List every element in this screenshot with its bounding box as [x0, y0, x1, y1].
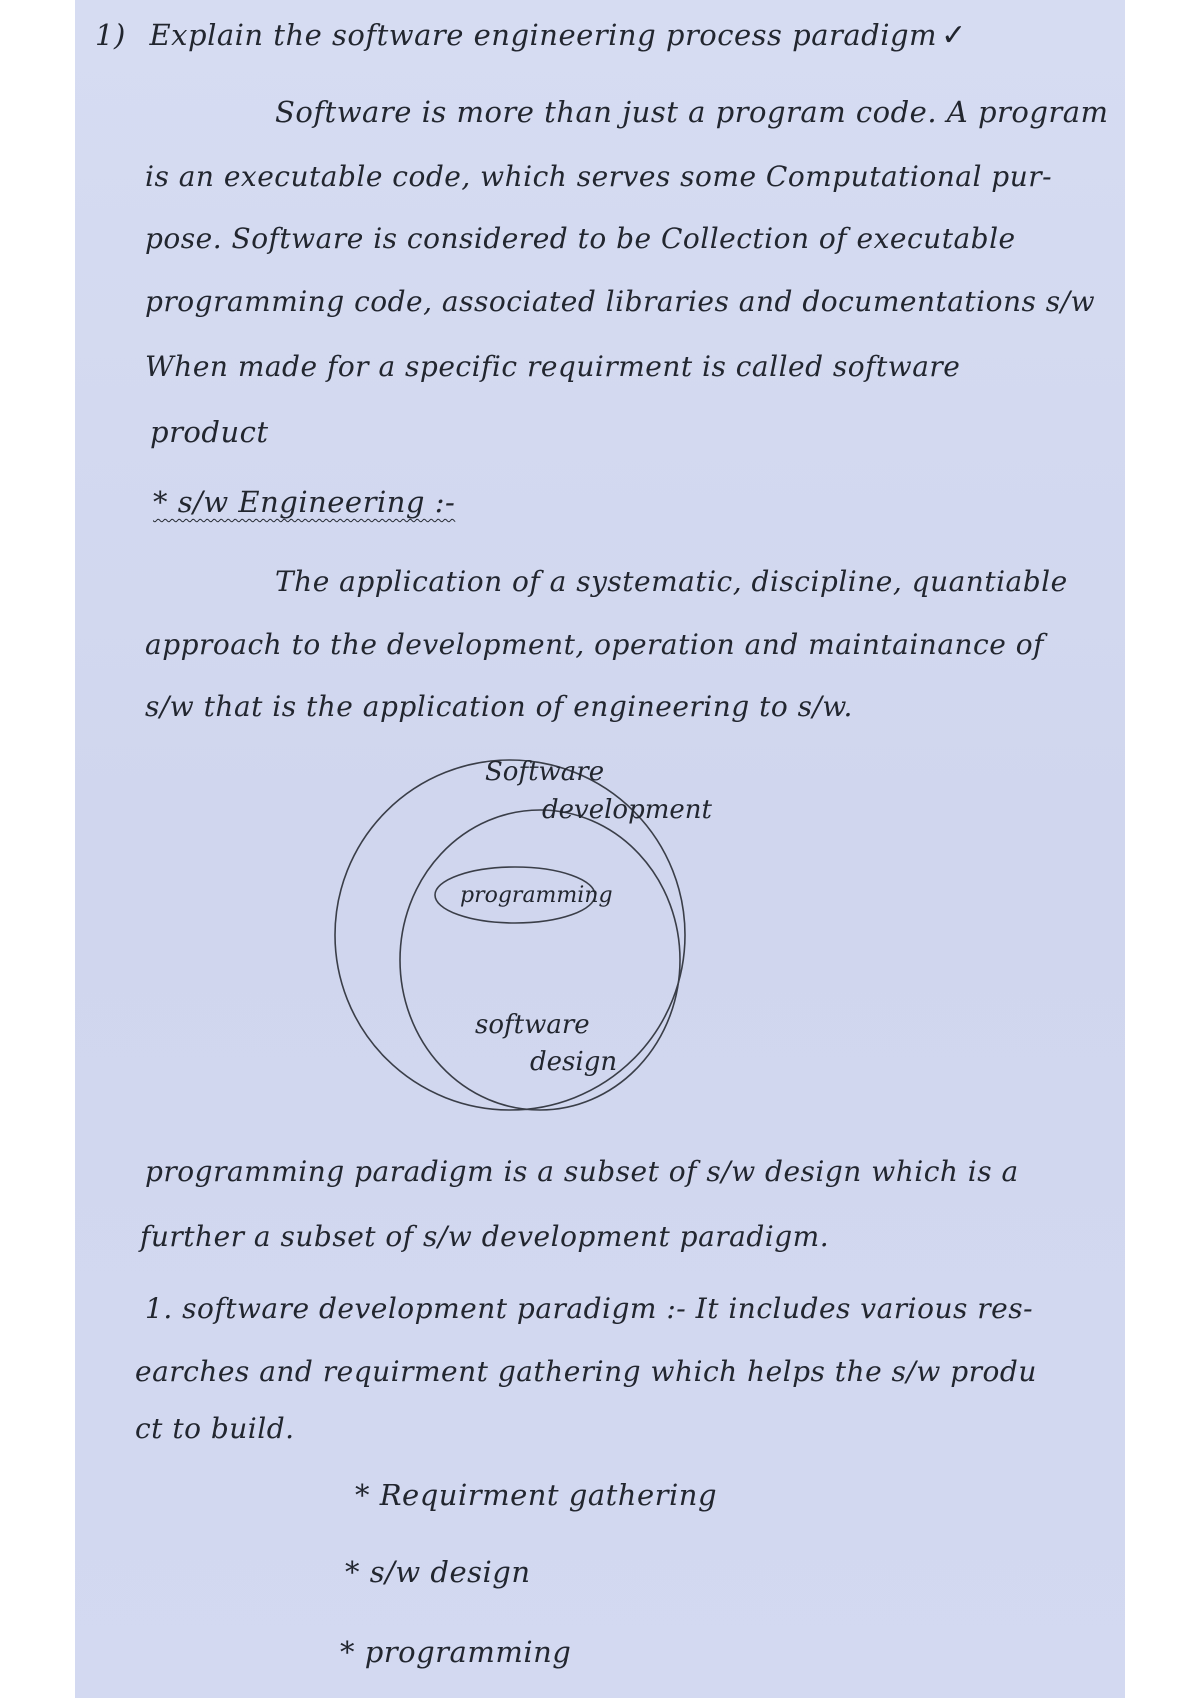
middle-label-2: design: [530, 1047, 618, 1077]
section-heading: * s/w Engineering :-: [153, 485, 456, 519]
bullet-requirement-gathering: * Requirment gathering: [355, 1478, 718, 1512]
bullet-programming: * programming: [340, 1635, 572, 1669]
bullet-sw-design: * s/w design: [345, 1555, 531, 1589]
definition-line-1: The application of a systematic, discipline, quantiable: [275, 565, 1068, 598]
intro-line-2: is an executable code, which serves some Computational pur-: [145, 160, 1053, 193]
question: [95, 18, 967, 53]
definition-line-3: s/w that is the application of engineering to s/w.: [145, 690, 853, 723]
outer-label-1: Software: [485, 757, 605, 787]
intro-line-6: product: [150, 415, 269, 449]
question-text: Explain the software engineering process paradigm: [149, 18, 938, 52]
point1-line-2: earches and requirment gathering which helps the s/w produ: [135, 1355, 1037, 1388]
point1-line-3: ct to build.: [135, 1412, 295, 1445]
intro-line-3: pose. Software is considered to be Collection of executable: [145, 222, 1016, 255]
intro-line-1: Software is more than just a program code. A program: [275, 95, 1109, 129]
inner-label: programming: [460, 883, 613, 908]
paradigm-line-2: further a subset of s/w development paradigm.: [140, 1220, 830, 1253]
intro-line-5: When made for a specific requirment is called software: [145, 350, 961, 383]
point1-line-1: 1. software development paradigm :- It includes various res-: [145, 1292, 1034, 1325]
paradigm-line-1: programming paradigm is a subset of s/w design which is a: [145, 1155, 1019, 1188]
question-number: 1): [95, 18, 126, 52]
check-mark-icon: ✓: [941, 18, 967, 53]
definition-line-2: approach to the development, operation and maintainance of: [145, 628, 1044, 661]
paradigm-diagram: [330, 740, 750, 1120]
outer-label-2: development: [542, 795, 712, 825]
middle-label-1: software: [475, 1010, 590, 1040]
intro-line-4: programming code, associated libraries and documentations s/w: [145, 285, 1096, 318]
